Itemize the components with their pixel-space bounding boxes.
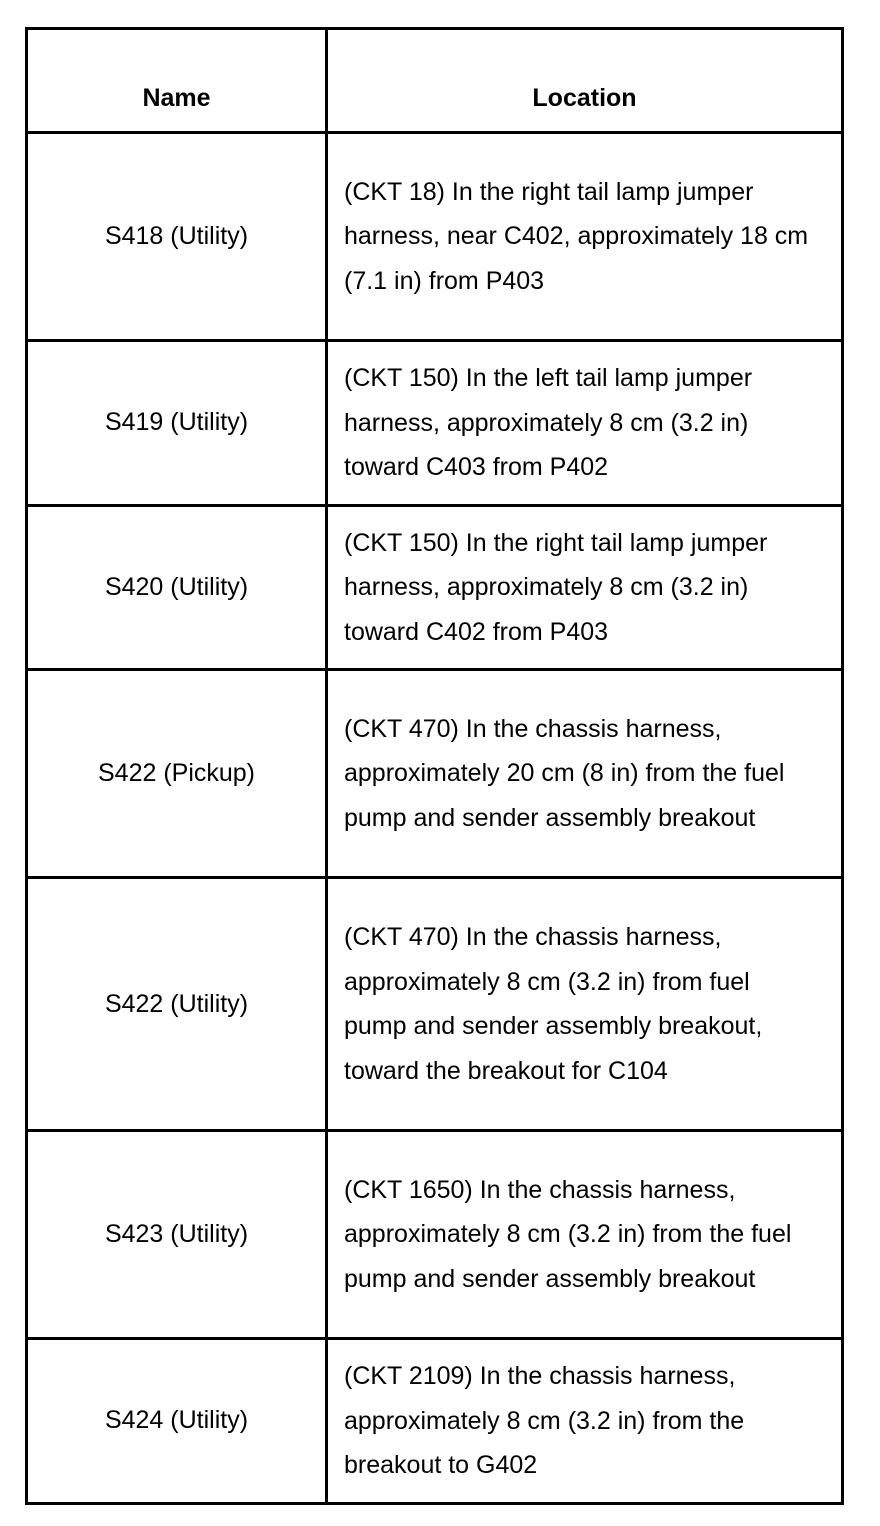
table-row bbox=[27, 1131, 843, 1339]
splice-name: S423 (Utility) bbox=[27, 1131, 327, 1339]
splice-location-table bbox=[25, 27, 844, 1505]
column-header-location: Location bbox=[327, 29, 843, 133]
column-header-name: Name bbox=[27, 29, 327, 133]
splice-name: S420 (Utility) bbox=[27, 505, 327, 670]
splice-name: S418 (Utility) bbox=[27, 133, 327, 341]
splice-name: S422 (Utility) bbox=[27, 878, 327, 1131]
splice-name: S419 (Utility) bbox=[27, 341, 327, 506]
table-row bbox=[27, 1339, 843, 1504]
table-row bbox=[27, 133, 843, 341]
table-header-row bbox=[27, 29, 843, 133]
splice-location: (CKT 1650) In the chassis harness, approximately 8 cm (3.2 in) from the fuel pump and sender assembly breakout bbox=[327, 1131, 843, 1339]
table-row bbox=[27, 670, 843, 878]
table-row bbox=[27, 341, 843, 506]
splice-location: (CKT 2109) In the chassis harness, approximately 8 cm (3.2 in) from the breakout to G402 bbox=[327, 1339, 843, 1504]
splice-location: (CKT 18) In the right tail lamp jumper harness, near C402, approximately 18 cm (7.1 in) from P403 bbox=[327, 133, 843, 341]
splice-location: (CKT 150) In the right tail lamp jumper harness, approximately 8 cm (3.2 in) toward C402 from P403 bbox=[327, 505, 843, 670]
splice-name: S422 (Pickup) bbox=[27, 670, 327, 878]
table-row bbox=[27, 878, 843, 1131]
splice-name: S424 (Utility) bbox=[27, 1339, 327, 1504]
splice-location: (CKT 150) In the left tail lamp jumper harness, approximately 8 cm (3.2 in) toward C403 from P402 bbox=[327, 341, 843, 506]
splice-location: (CKT 470) In the chassis harness, approximately 20 cm (8 in) from the fuel pump and sender assembly breakout bbox=[327, 670, 843, 878]
splice-location: (CKT 470) In the chassis harness, approximately 8 cm (3.2 in) from fuel pump and sender assembly breakout, toward the breakout for C104 bbox=[327, 878, 843, 1131]
table-row bbox=[27, 505, 843, 670]
